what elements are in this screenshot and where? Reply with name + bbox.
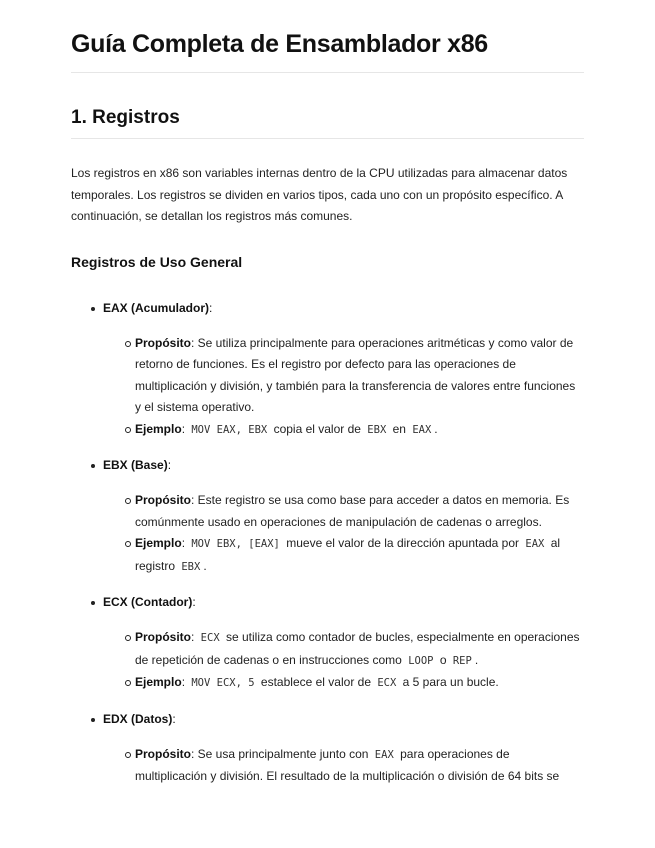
list-item: Propósito: Este registro se usa como base para acceder a datos en memoria. Es comúnmente usado en operaciones de manipulación de cadenas o arreglos. — [103, 490, 584, 533]
example-label: Ejemplo — [135, 675, 182, 689]
example-code: MOV ECX, 5 — [191, 677, 255, 689]
example-code: MOV EBX, [EAX] — [191, 538, 280, 550]
register-details-ebx — [103, 490, 584, 578]
list-item: Propósito: Se usa principalmente junto con EAX para operaciones de multiplicación y división. El resultado de la multiplicación o división de 64 bits se — [103, 744, 584, 788]
purpose-text: o — [439, 652, 447, 667]
inline-code: EAX — [374, 748, 394, 761]
purpose-text: se utiliza como contador de bucles, especialmente en operaciones de repetición de cadenas o en instrucciones como — [135, 630, 580, 667]
purpose-text: Se utiliza principalmente para operaciones aritméticas y como valor de retorno de funciones. Es el registro por defecto para las operaciones de multiplicación y división, y también para la transferencia de valores entre funciones y el sistema operativo. — [135, 335, 576, 414]
example-text: establece el valor de — [260, 675, 371, 689]
register-name-ecx: ECX (Contador) — [103, 595, 193, 609]
register-details-edx — [103, 744, 584, 788]
example-code: MOV EAX, EBX — [191, 423, 268, 436]
purpose-text: Se usa principalmente junto con — [197, 746, 369, 761]
example-text: mueve el valor de la dirección apuntada por — [286, 536, 520, 550]
list-item: Ejemplo: MOV EAX, EBX copia el valor de EBX en EAX . — [103, 419, 584, 442]
inline-code: EAX — [525, 538, 545, 550]
inline-code: ECX — [377, 677, 397, 689]
example-text: copia el valor de — [273, 421, 361, 436]
register-name-edx: EDX (Datos) — [103, 711, 173, 726]
section-intro: Los registros en x86 son variables internas dentro de la CPU utilizadas para almacenar datos temporales. Los registros se dividen en varios tipos, cada uno con un propósito específico. A continuación, se detallan los registros más comunes. — [71, 166, 568, 223]
purpose-label: Propósito — [135, 630, 191, 644]
purpose-label: Propósito — [135, 335, 191, 350]
register-name-eax: EAX (Acumulador) — [103, 300, 210, 315]
purpose-text: para operaciones de multiplicación y división. El resultado de la multiplicación o división de 64 bits se — [135, 746, 560, 783]
subheading-general-registers: Registros de Uso General — [71, 253, 243, 270]
register-item-ebx: EBX (Base): Propósito: Este registro se usa como base para acceder a datos en memoria. Es comúnmente usado en operaciones de manipulación de cadenas o arreglos. Ejemplo: MOV EBX, [EAX] mueve el valor de la dirección apuntada por EAX al registro EBX . — [71, 455, 584, 578]
register-item-ecx: ECX (Contador): Propósito: ECX se utiliza como contador de bucles, especialmente en operaciones de repetición de cadenas o en instrucciones como LOOP o REP . Ejemplo: MOV ECX, 5 establece el valor de ECX a 5 para un bucle. — [71, 592, 584, 695]
purpose-text: Este registro se usa como base para acceder a datos en memoria. Es comúnmente usado en operaciones de manipulación de cadenas o arreglos. — [135, 493, 570, 529]
example-end: . — [203, 558, 207, 573]
example-text: en — [392, 421, 406, 436]
example-label: Ejemplo — [135, 421, 182, 436]
list-item: Ejemplo: MOV EBX, [EAX] mueve el valor de la dirección apuntada por EAX al registro EBX . — [103, 533, 584, 578]
register-details-eax — [103, 333, 584, 442]
register-item-eax: EAX (Acumulador): Propósito: Se utiliza principalmente para operaciones aritméticas y como valor de retorno de funciones. Es el registro por defecto para las operaciones de multiplicación y división, y también para la transferencia de valores entre funciones y el sistema operativo. Ejemplo: MOV EAX, EBX copia el valor de EBX en EAX . — [71, 298, 584, 442]
example-label: Ejemplo — [135, 536, 182, 550]
example-text: a 5 para un bucle. — [402, 675, 499, 689]
register-list — [71, 298, 584, 788]
purpose-label: Propósito — [135, 746, 191, 761]
inline-code: EBX — [367, 423, 387, 436]
purpose-end: . — [474, 652, 479, 667]
inline-code: REP — [452, 654, 472, 667]
example-text: al registro — [135, 536, 561, 573]
purpose-label: Propósito — [135, 493, 191, 507]
inline-code: EBX — [181, 560, 201, 573]
register-name-ebx: EBX (Base) — [103, 458, 168, 472]
inline-code: LOOP — [408, 654, 434, 667]
list-item: Propósito: Se utiliza principalmente para operaciones aritméticas y como valor de retorno de funciones. Es el registro por defecto para las operaciones de multiplicación y división, y también para la transferencia de valores entre funciones y el sistema operativo. — [103, 333, 584, 419]
register-item-edx: EDX (Datos): Propósito: Se usa principalmente junto con EAX para operaciones de multiplicación y división. El resultado de la multiplicación o división de 64 bits se — [71, 709, 584, 788]
register-details-ecx — [103, 627, 584, 695]
example-end: . — [434, 421, 438, 436]
list-item: Propósito: ECX se utiliza como contador de bucles, especialmente en operaciones de repetición de cadenas o en instrucciones como LOOP o REP . — [103, 627, 584, 672]
inline-code: ECX — [200, 632, 220, 644]
inline-code: EAX — [412, 423, 432, 436]
list-item: Ejemplo: MOV ECX, 5 establece el valor de ECX a 5 para un bucle. — [103, 672, 584, 695]
page-title: Guía Completa de Ensamblador x86 — [71, 30, 584, 73]
section-heading-registros: 1. Registros — [71, 107, 584, 139]
